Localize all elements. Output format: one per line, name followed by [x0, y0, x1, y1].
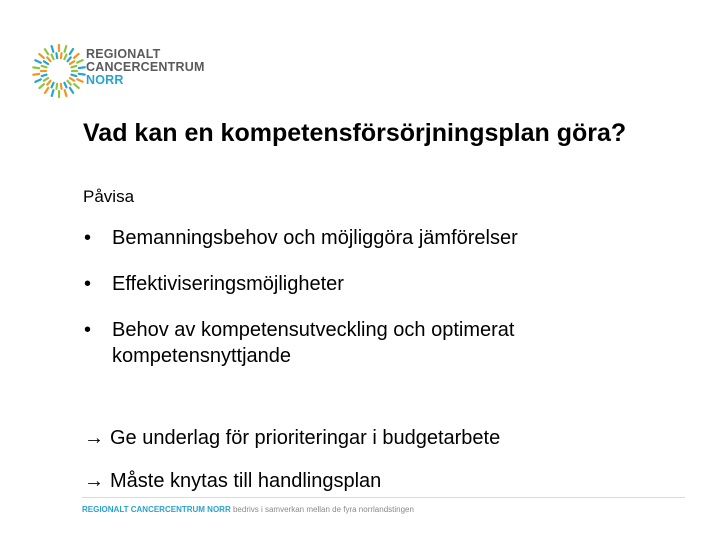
bullet-icon: • — [84, 227, 92, 249]
logo-ray — [79, 67, 85, 68]
logo-ray — [74, 54, 79, 58]
logo-line-3: NORR — [86, 73, 124, 87]
footer-divider — [82, 497, 685, 498]
logo-ray — [33, 74, 39, 75]
bullet-item — [84, 225, 644, 251]
logo-ray — [74, 84, 79, 88]
logo-ray — [71, 75, 76, 76]
logo-ray — [52, 83, 54, 88]
logo-ray — [47, 81, 50, 85]
slide-subtitle: Påvisa — [83, 187, 135, 206]
logo-ray — [42, 75, 47, 76]
logo-ray — [68, 81, 71, 85]
logo-ray — [45, 49, 48, 54]
logo-ray — [79, 74, 85, 75]
logo-ray — [77, 60, 82, 63]
logo-ray — [33, 67, 39, 68]
bullet-text: Bemanningsbehov och möjliggöra jämförelser — [112, 227, 518, 249]
rcc-norr-logo — [30, 42, 205, 100]
logo-ray — [45, 88, 48, 93]
bullet-item — [84, 271, 644, 297]
bullet-item — [84, 317, 644, 369]
logo-ray — [70, 88, 73, 93]
arrow-right-icon: → — [84, 470, 104, 492]
bullet-icon: • — [84, 319, 92, 341]
arrow-right-icon: → — [84, 427, 104, 449]
logo-ray — [70, 78, 74, 81]
logo-ray — [77, 79, 82, 81]
logo-ray — [70, 61, 74, 64]
logo-ray — [35, 79, 40, 82]
logo-ray — [56, 84, 57, 89]
logo-ray — [42, 66, 47, 67]
logo-ray — [39, 84, 44, 88]
bullet-text: Effektiviseringsmöjligheter — [112, 273, 344, 295]
logo-ray — [65, 46, 67, 52]
logo-ray — [44, 61, 48, 64]
logo-ray — [61, 84, 62, 89]
bullet-icon: • — [84, 273, 92, 295]
logo-ray — [64, 55, 66, 60]
logo-ray — [71, 66, 76, 67]
bullet-list — [84, 225, 644, 389]
logo-ray — [52, 55, 54, 60]
logo-wordmark — [86, 48, 205, 87]
logo-ray — [65, 90, 67, 96]
logo-ray — [68, 57, 71, 61]
conclusion-text: Måste knytas till handlingsplan — [110, 470, 382, 492]
conclusion-text: Ge underlag för prioriteringar i budgetarbete — [110, 427, 501, 449]
logo-ray — [70, 49, 73, 54]
conclusion-item — [84, 468, 381, 494]
logo-ray — [35, 60, 40, 62]
logo-ray — [47, 57, 50, 61]
logo-line-2: CANCERCENTRUM — [86, 60, 205, 74]
logo-ray — [52, 90, 54, 96]
logo-ray — [39, 54, 44, 58]
logo-ray — [56, 53, 57, 58]
rcc-sun-logo-icon — [30, 42, 88, 100]
logo-ray — [61, 53, 62, 58]
logo-line-1: REGIONALT — [86, 47, 161, 61]
logo-ray — [44, 78, 48, 81]
logo-ray — [64, 83, 66, 88]
bullet-text: Behov av kompetensutveckling och optimerat kompetensnyttjande — [112, 319, 515, 367]
slide-title: Vad kan en kompetensförsörjningsplan göra? — [83, 119, 627, 147]
footer-tagline: bedrivs i samverkan mellan de fyra norrlandstingen — [232, 505, 414, 514]
conclusion-item — [84, 425, 500, 451]
footer — [82, 505, 414, 514]
footer-org-name: REGIONALT CANCERCENTRUM NORR — [82, 505, 231, 514]
logo-ray — [52, 46, 54, 52]
